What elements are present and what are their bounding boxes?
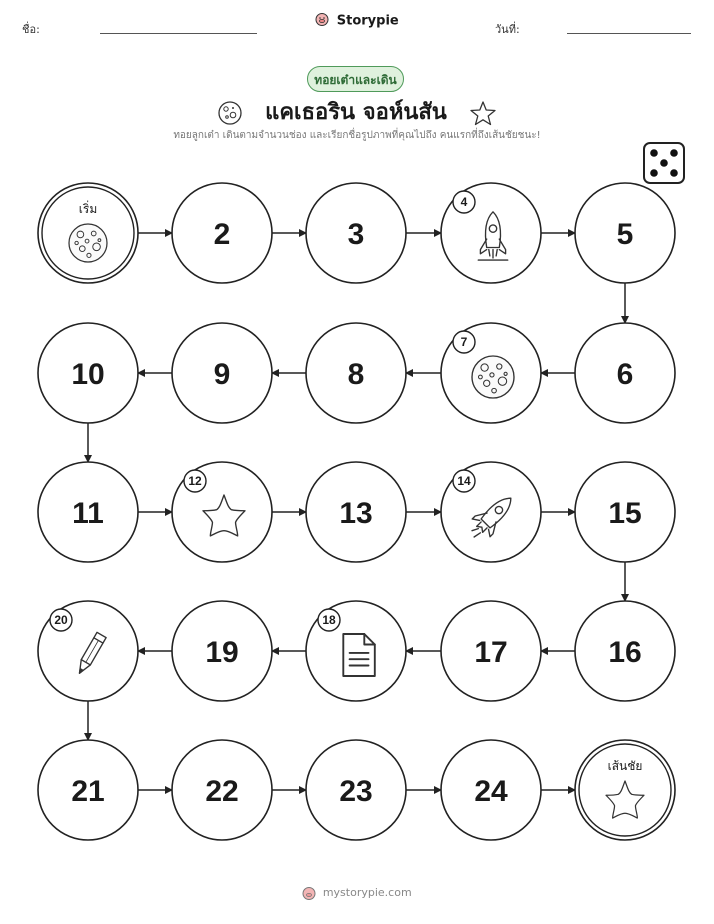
space-number: 21 [71,775,105,808]
space-number: 24 [474,775,508,808]
board-space-11[interactable] [38,462,138,562]
footer-url: mystorypie.com [322,886,412,899]
space-number: 14 [457,474,471,488]
space-number: 19 [205,636,239,669]
board-space-22[interactable] [172,740,272,840]
space-number: 23 [339,775,373,808]
name-label: ชื่อ: [22,23,40,36]
moon-icon [472,356,514,398]
board-space-14[interactable] [441,462,541,562]
space-number: 5 [616,218,634,251]
board-space-13[interactable] [306,462,406,562]
board-space-4[interactable] [441,183,541,283]
board-space-24[interactable] [441,740,541,840]
space-number: 13 [339,497,373,530]
pig-icon [302,886,316,900]
moon-icon [69,224,107,262]
space-number: 17 [474,636,508,669]
board-space-12[interactable] [172,462,272,562]
board-space-18[interactable] [306,601,406,701]
dice-pip [660,159,668,167]
title-text: แคเธอริน จอห์นสัน [265,100,447,125]
board-space-17[interactable] [441,601,541,701]
board-space-21[interactable] [38,740,138,840]
space-number: 6 [616,358,634,391]
dice-icon [644,143,684,183]
space-number: 7 [460,335,468,349]
space-number: 4 [460,195,468,209]
space-number: 16 [608,636,642,669]
board-space-25[interactable] [575,740,675,840]
board-space-1[interactable] [38,183,138,283]
board-space-15[interactable] [575,462,675,562]
board-space-6[interactable] [575,323,675,423]
footer [0,886,714,900]
game-type-badge: ทอยเต๋าและเดิน [307,66,404,92]
date-label: วันที่: [495,23,520,36]
dice-pip [670,169,678,177]
space-number: 20 [54,613,68,627]
space-number: 10 [71,358,105,391]
board-space-3[interactable] [306,183,406,283]
space-number: 18 [322,613,336,627]
space-number: 12 [188,474,202,488]
dice-pip [650,169,658,177]
board-space-23[interactable] [306,740,406,840]
board-space-7[interactable] [441,323,541,423]
dice-pip [650,149,658,157]
board-space-9[interactable] [172,323,272,423]
space-number: 8 [347,358,365,391]
board-space-2[interactable] [172,183,272,283]
space-number: 15 [608,497,642,530]
board-space-10[interactable] [38,323,138,423]
board-space-20[interactable] [38,601,138,701]
start-label: เริ่ม [78,202,98,216]
dice-pip [670,149,678,157]
instructions: ทอยลูกเต๋า เดินตามจำนวนช่อง และเรียกชื่อรูปภาพที่คุณไปถึง คนแรกที่ถึงเส้นชัยชนะ! [173,130,541,141]
board-space-16[interactable] [575,601,675,701]
space-number: 11 [72,497,104,530]
board-space-5[interactable] [575,183,675,283]
space-number: 22 [205,775,239,808]
space-number: 9 [213,358,231,391]
space-number: 3 [347,218,365,251]
brand-name: Storypie [336,13,399,29]
board-space-19[interactable] [172,601,272,701]
space-number: 2 [213,218,231,251]
board-space-8[interactable] [306,323,406,423]
finish-label: เส้นชัย [607,759,643,773]
